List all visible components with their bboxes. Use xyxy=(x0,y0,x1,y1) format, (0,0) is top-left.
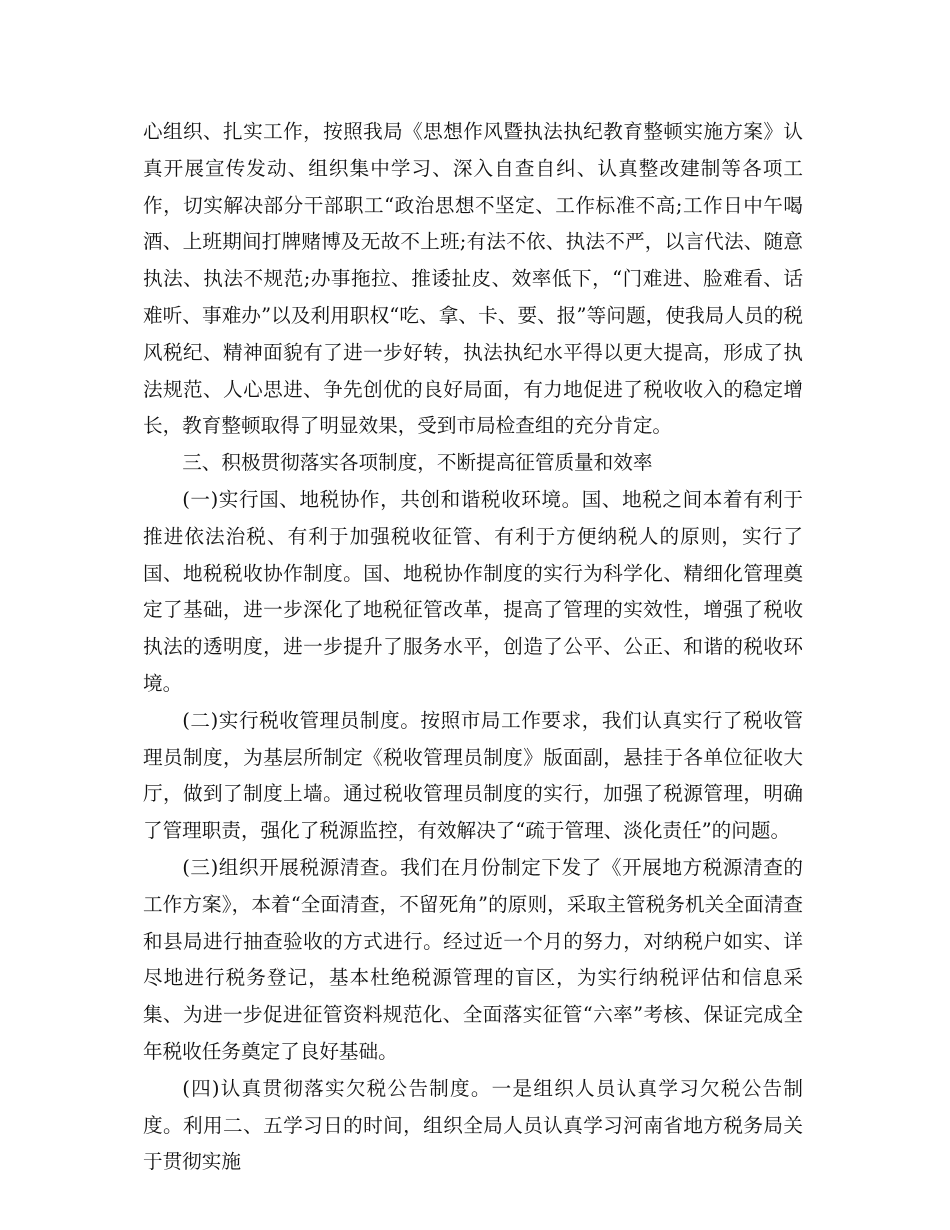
paragraph-item-three: (三)组织开展税源清查。我们在月份制定下发了《开展地方税源清查的工作方案》，本着“全面清查，不留死角”的原则，采取主管税务机关全面清查和县局进行抽查验收的方式进行。经过近一个月的努力，对纳税户如实、详尽地进行税务登记，基本杜绝税源管理的盲区，为实行纳税评估和信息采集、为进一步促进征管资料规范化、全面落实征管“六率”考核、保证完成全年税收任务奠定了良好基础。 xyxy=(143,855,803,1063)
paragraph-item-four: (四)认真贯彻落实欠税公告制度。一是组织人员认真学习欠税公告制度。利用二、五学习日的时间，组织全局人员认真学习河南省地方税务局关于贯彻实施 xyxy=(143,1076,803,1174)
paragraph-item-one: (一)实行国、地税协作，共创和谐税收环境。国、地税之间本着有利于推进依法治税、有利于加强税收征管、有利于方便纳税人的原则，实行了国、地税税收协作制度。国、地税协作制度的实行为科学化、精细化管理奠定了基础，进一步深化了地税征管改革，提高了管理的实效性，增强了税收执法的透明度，进一步提升了服务水平，创造了公平、公正、和谐的税收环境。 xyxy=(143,487,803,695)
section-heading-three: 三、积极贯彻落实各项制度，不断提高征管质量和效率 xyxy=(182,451,653,475)
document-page xyxy=(143,114,803,1181)
paragraph-item-two: (二)实行税收管理员制度。按照市局工作要求，我们认真实行了税收管理员制度，为基层所制定《税收管理员制度》版面副，悬挂于各单位征收大厅，做到了制度上墙。通过税收管理员制度的实行，加强了税源管理，明确了管理职责，强化了税源监控，有效解决了“疏于管理、淡化责任”的问题。 xyxy=(143,708,803,843)
paragraph-continued: 心组织、扎实工作，按照我局《思想作风暨执法执纪教育整顿实施方案》认真开展宣传发动、组织集中学习、深入自查自纠、认真整改建制等各项工作，切实解决部分干部职工“政治思想不坚定、工作标准不高;工作日中午喝酒、上班期间打牌赌博及无故不上班;有法不依、执法不严，以言代法、随意执法、执法不规范;办事拖拉、推诿扯皮、效率低下，“门难进、脸难看、话难听、事难办”以及利用职权“吃、拿、卡、要、报”等问题，使我局人员的税风税纪、精神面貌有了进一步好转，执法执纪水平得以更大提高，形成了执法规范、人心思进、争先创优的良好局面，有力地促进了税收收入的稳定增长，教育整顿取得了明显效果，受到市局检查组的充分肯定。 xyxy=(143,120,803,438)
